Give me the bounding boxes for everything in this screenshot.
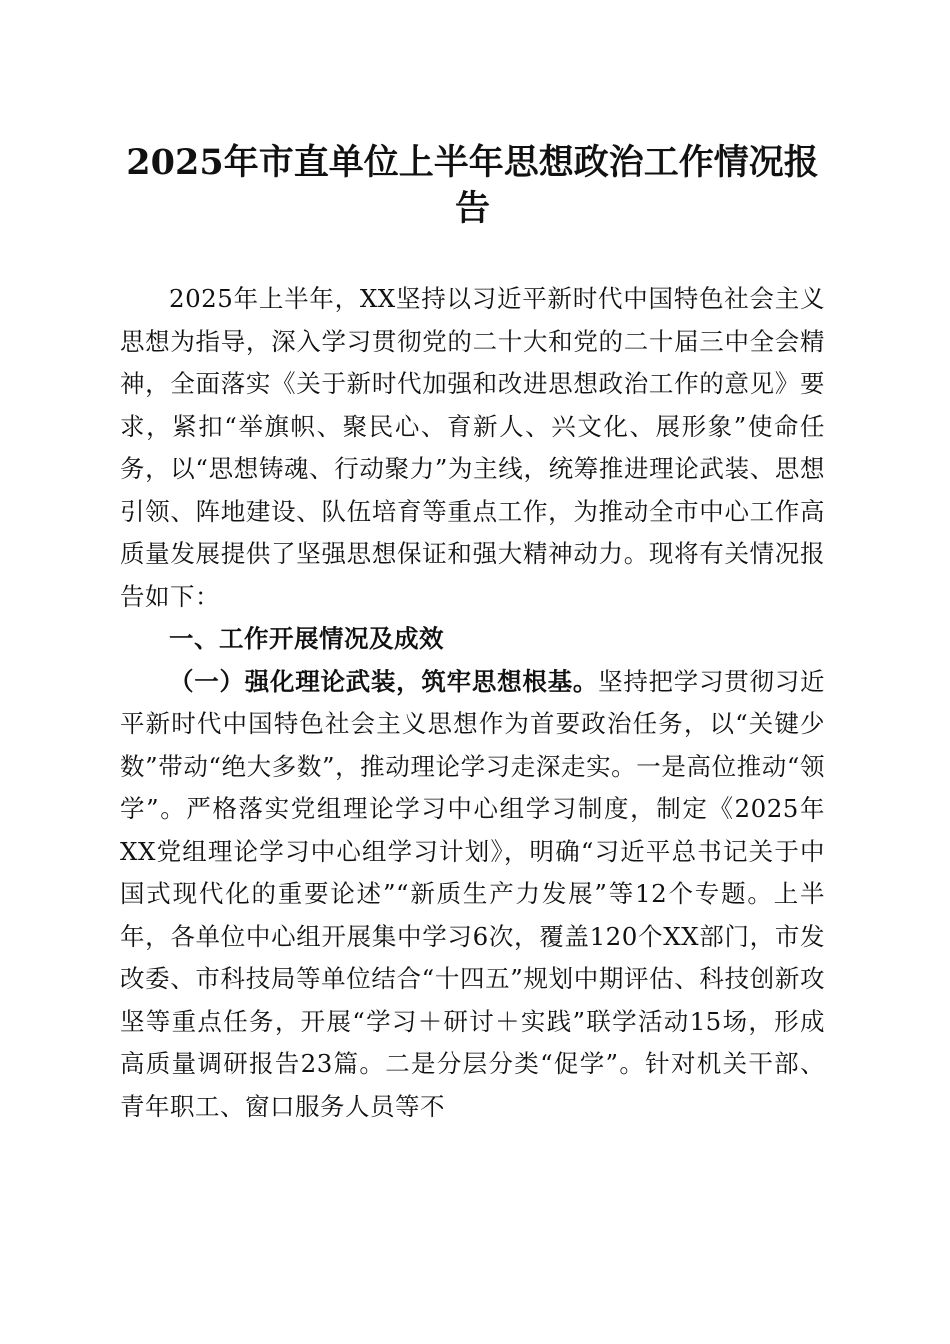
subsection-heading-1: （一）强化理论武装，筑牢思想根基。 xyxy=(169,666,599,696)
intro-paragraph: 2025年上半年，XX坚持以习近平新时代中国特色社会主义思想为指导，深入学习贯彻党的二十大和党的二十届三中全会精神，全面落实《关于新时代加强和改进思想政治工作的意见》要求，紧扣“举旗帜、聚民心、育新人、兴文化、展形象”使命任务，以“思想铸魂、行动聚力”为主线，统筹推进理论武装、思想引领、阵地建设、队伍培育等重点工作，为推动全市中心工作高质量发展提供了坚强思想保证和强大精神动力。现将有关情况报告如下： xyxy=(120,284,825,611)
subsection-body-1: 坚持把学习贯彻习近平新时代中国特色社会主义思想作为首要政治任务，以“关键少数”带动“绝大多数”，推动理论学习走深走实。一是高位推动“领学”。严格落实党组理论学习中心组学习制度，制定《2025年XX党组理论学习中心组学习计划》，明确“习近平总书记关于中国式现代化的重要论述”“新质生产力发展”等12个专题。上半年，各单位中心组开展集中学习6次，覆盖120个XX部门，市发改委、市科技局等单位结合“十四五”规划中期评估、科技创新攻坚等重点任务，开展“学习＋研讨＋实践”联学活动15场，形成高质量调研报告23篇。二是分层分类“促学”。针对机关干部、青年职工、窗口服务人员等不 xyxy=(120,666,825,1121)
document-page xyxy=(120,140,825,1128)
section-heading-1: 一、工作开展情况及成效 xyxy=(169,624,444,653)
subsection-paragraph-1 xyxy=(120,661,825,1129)
document-title: 2025年市直单位上半年思想政治工作情况报告 xyxy=(126,142,819,229)
